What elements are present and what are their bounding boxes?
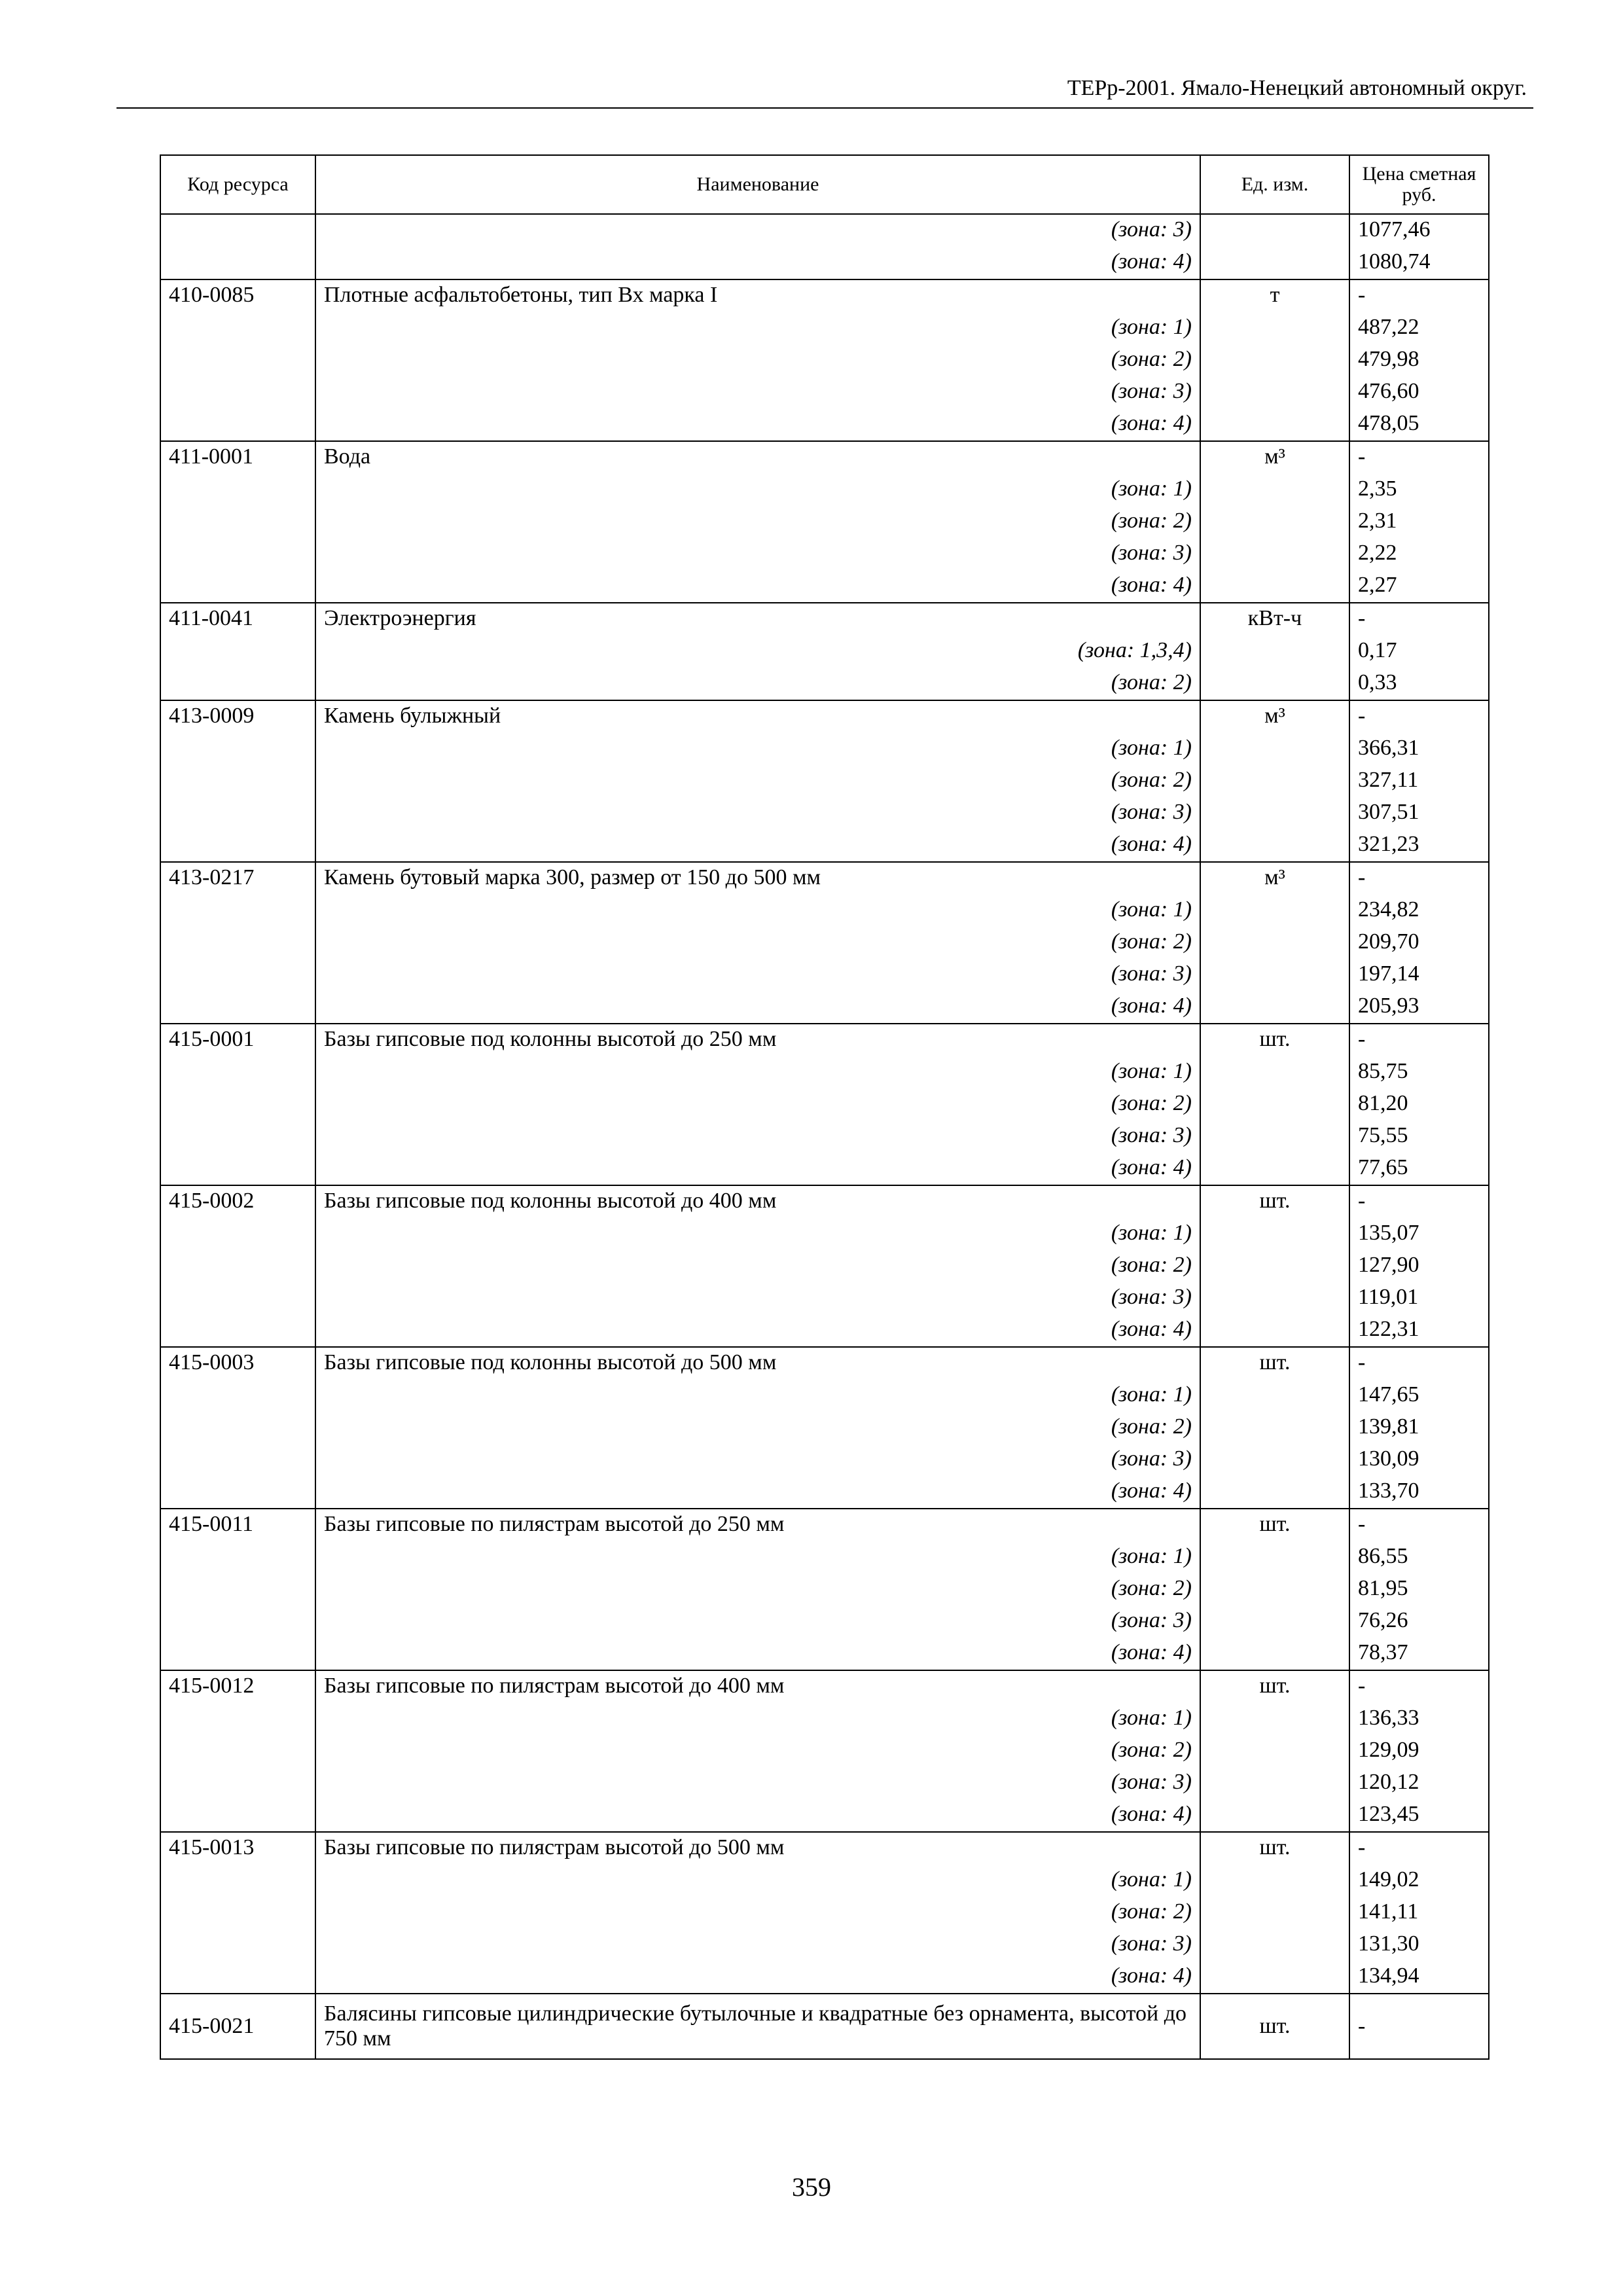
empty-cell bbox=[160, 927, 315, 959]
zone-label: (зона: 3) bbox=[315, 1767, 1200, 1799]
zone-label: (зона: 2) bbox=[315, 1412, 1200, 1444]
page-number: 359 bbox=[792, 2172, 831, 2202]
zone-price: 0,33 bbox=[1349, 668, 1489, 700]
empty-cell bbox=[160, 1314, 315, 1347]
zone-label: (зона: 1) bbox=[315, 312, 1200, 344]
zone-price: 85,75 bbox=[1349, 1056, 1489, 1088]
zone-label: (зона: 2) bbox=[315, 1735, 1200, 1767]
empty-cell bbox=[1200, 959, 1349, 991]
empty-cell bbox=[1200, 1121, 1349, 1153]
zone-price: 133,70 bbox=[1349, 1476, 1489, 1509]
zone-price: 476,60 bbox=[1349, 376, 1489, 408]
zone-price: 205,93 bbox=[1349, 991, 1489, 1024]
resource-unit: шт. bbox=[1200, 1024, 1349, 1056]
empty-cell bbox=[1200, 991, 1349, 1024]
zone-price: 131,30 bbox=[1349, 1929, 1489, 1961]
zone-row bbox=[160, 927, 1489, 959]
empty-cell bbox=[1200, 408, 1349, 441]
empty-cell bbox=[160, 344, 315, 376]
zone-price: 123,45 bbox=[1349, 1799, 1489, 1832]
empty-cell bbox=[160, 312, 315, 344]
zone-label: (зона: 2) bbox=[315, 1088, 1200, 1121]
zone-label: (зона: 1) bbox=[315, 1056, 1200, 1088]
empty-cell bbox=[1200, 1153, 1349, 1185]
empty-cell bbox=[160, 1153, 315, 1185]
zone-label: (зона: 2) bbox=[315, 668, 1200, 700]
resource-name: Базы гипсовые под колонны высотой до 250 мм bbox=[315, 1024, 1200, 1056]
zone-price: 119,01 bbox=[1349, 1282, 1489, 1314]
table-row bbox=[160, 1509, 1489, 1541]
empty-cell bbox=[160, 1282, 315, 1314]
empty-cell bbox=[160, 1056, 315, 1088]
resource-unit: м³ bbox=[1200, 862, 1349, 895]
empty-cell bbox=[1200, 1799, 1349, 1832]
resource-unit: шт. bbox=[1200, 1832, 1349, 1865]
resource-name: Вода bbox=[315, 441, 1200, 474]
zone-price: 78,37 bbox=[1349, 1638, 1489, 1670]
resource-unit: шт. bbox=[1200, 1994, 1349, 2059]
zone-price: 234,82 bbox=[1349, 895, 1489, 927]
empty-cell bbox=[1200, 1218, 1349, 1250]
empty-cell bbox=[1200, 1767, 1349, 1799]
zone-label: (зона: 4) bbox=[315, 829, 1200, 862]
zone-price: 130,09 bbox=[1349, 1444, 1489, 1476]
zone-price: 2,27 bbox=[1349, 570, 1489, 603]
resource-price: - bbox=[1349, 1670, 1489, 1703]
zone-row bbox=[160, 895, 1489, 927]
zone-label: (зона: 4) bbox=[315, 1961, 1200, 1994]
zone-price: 209,70 bbox=[1349, 927, 1489, 959]
zone-row bbox=[160, 1897, 1489, 1929]
zone-row bbox=[160, 1476, 1489, 1509]
zone-price: 147,65 bbox=[1349, 1380, 1489, 1412]
table-row bbox=[160, 603, 1489, 636]
table-row bbox=[160, 1994, 1489, 2059]
resource-name: Базы гипсовые под колонны высотой до 400 мм bbox=[315, 1185, 1200, 1218]
resource-price: - bbox=[1349, 1994, 1489, 2059]
zone-price: 2,35 bbox=[1349, 474, 1489, 506]
zone-price: 366,31 bbox=[1349, 733, 1489, 765]
empty-cell bbox=[160, 1573, 315, 1605]
zone-price: 76,26 bbox=[1349, 1605, 1489, 1638]
zone-row bbox=[160, 1961, 1489, 1994]
zone-label: (зона: 4) bbox=[315, 1153, 1200, 1185]
zone-price: 129,09 bbox=[1349, 1735, 1489, 1767]
table-row bbox=[160, 1024, 1489, 1056]
empty-cell bbox=[1200, 1444, 1349, 1476]
zone-row bbox=[160, 1929, 1489, 1961]
zone-row bbox=[160, 636, 1489, 668]
empty-cell bbox=[160, 247, 315, 279]
empty-cell bbox=[160, 1605, 315, 1638]
zone-label: (зона: 4) bbox=[315, 570, 1200, 603]
empty-cell bbox=[1200, 570, 1349, 603]
zone-price: 77,65 bbox=[1349, 1153, 1489, 1185]
zone-label: (зона: 3) bbox=[315, 376, 1200, 408]
table-body bbox=[160, 214, 1489, 2059]
empty-cell bbox=[160, 1865, 315, 1897]
zone-row bbox=[160, 1282, 1489, 1314]
zone-label: (зона: 4) bbox=[315, 1638, 1200, 1670]
empty-cell bbox=[1200, 1865, 1349, 1897]
empty-cell bbox=[160, 570, 315, 603]
zone-label: (зона: 2) bbox=[315, 765, 1200, 797]
zone-label: (зона: 2) bbox=[315, 1573, 1200, 1605]
resource-price: - bbox=[1349, 441, 1489, 474]
empty-cell bbox=[160, 668, 315, 700]
empty-cell bbox=[1200, 1380, 1349, 1412]
zone-row bbox=[160, 1605, 1489, 1638]
zone-label: (зона: 2) bbox=[315, 927, 1200, 959]
empty-cell bbox=[160, 991, 315, 1024]
empty-cell bbox=[160, 1476, 315, 1509]
zone-row bbox=[160, 1638, 1489, 1670]
zone-price: 479,98 bbox=[1349, 344, 1489, 376]
table-row bbox=[160, 862, 1489, 895]
zone-row bbox=[160, 1380, 1489, 1412]
zone-label: (зона: 1) bbox=[315, 1865, 1200, 1897]
resource-name: Балясины гипсовые цилиндрические бутылочные и квадратные без орнамента, высотой до 750 мм bbox=[315, 1994, 1200, 2059]
empty-cell bbox=[160, 376, 315, 408]
resource-name: Базы гипсовые по пилястрам высотой до 250 мм bbox=[315, 1509, 1200, 1541]
zone-row bbox=[160, 1767, 1489, 1799]
empty-cell bbox=[1200, 797, 1349, 829]
resource-price: - bbox=[1349, 862, 1489, 895]
empty-cell bbox=[1200, 1638, 1349, 1670]
zone-label: (зона: 1) bbox=[315, 1218, 1200, 1250]
resource-price: - bbox=[1349, 279, 1489, 312]
zone-row bbox=[160, 1056, 1489, 1088]
resource-code: 411-0001 bbox=[160, 441, 315, 474]
resource-name: Камень булыжный bbox=[315, 700, 1200, 733]
empty-cell bbox=[1200, 829, 1349, 862]
empty-cell bbox=[1200, 765, 1349, 797]
resource-name: Камень бутовый марка 300, размер от 150 до 500 мм bbox=[315, 862, 1200, 895]
table-row bbox=[160, 1832, 1489, 1865]
zone-row bbox=[160, 214, 1489, 247]
zone-row bbox=[160, 570, 1489, 603]
zone-row bbox=[160, 1703, 1489, 1735]
empty-cell bbox=[160, 1929, 315, 1961]
zone-price: 120,12 bbox=[1349, 1767, 1489, 1799]
zone-label: (зона: 3) bbox=[315, 1282, 1200, 1314]
empty-cell bbox=[1200, 1282, 1349, 1314]
empty-cell bbox=[160, 474, 315, 506]
zone-label: (зона: 1) bbox=[315, 1703, 1200, 1735]
zone-row bbox=[160, 1541, 1489, 1573]
zone-label: (зона: 4) bbox=[315, 991, 1200, 1024]
resource-name: Базы гипсовые под колонны высотой до 500 мм bbox=[315, 1347, 1200, 1380]
resource-unit: м³ bbox=[1200, 700, 1349, 733]
empty-cell bbox=[160, 765, 315, 797]
zone-row bbox=[160, 247, 1489, 279]
zone-price: 327,11 bbox=[1349, 765, 1489, 797]
empty-cell bbox=[160, 214, 315, 247]
zone-price: 134,94 bbox=[1349, 1961, 1489, 1994]
resource-code: 415-0002 bbox=[160, 1185, 315, 1218]
empty-cell bbox=[160, 1767, 315, 1799]
empty-cell bbox=[1200, 1605, 1349, 1638]
column-header-unit: Ед. изм. bbox=[1200, 155, 1349, 214]
empty-cell bbox=[1200, 895, 1349, 927]
zone-label: (зона: 1,3,4) bbox=[315, 636, 1200, 668]
empty-cell bbox=[1200, 1056, 1349, 1088]
empty-cell bbox=[160, 1897, 315, 1929]
zone-label: (зона: 1) bbox=[315, 1541, 1200, 1573]
zone-price: 141,11 bbox=[1349, 1897, 1489, 1929]
empty-cell bbox=[160, 1799, 315, 1832]
zone-row bbox=[160, 829, 1489, 862]
zone-label: (зона: 3) bbox=[315, 1444, 1200, 1476]
resource-price: - bbox=[1349, 700, 1489, 733]
empty-cell bbox=[160, 408, 315, 441]
zone-price: 149,02 bbox=[1349, 1865, 1489, 1897]
empty-cell bbox=[1200, 538, 1349, 570]
resource-unit: м³ bbox=[1200, 441, 1349, 474]
zone-price: 75,55 bbox=[1349, 1121, 1489, 1153]
empty-cell bbox=[160, 1703, 315, 1735]
zone-row bbox=[160, 668, 1489, 700]
zone-row bbox=[160, 1799, 1489, 1832]
empty-cell bbox=[1200, 1476, 1349, 1509]
zone-row bbox=[160, 1314, 1489, 1347]
zone-label: (зона: 3) bbox=[315, 1605, 1200, 1638]
zone-price: 139,81 bbox=[1349, 1412, 1489, 1444]
resource-code: 413-0009 bbox=[160, 700, 315, 733]
empty-cell bbox=[1200, 1314, 1349, 1347]
zone-price: 307,51 bbox=[1349, 797, 1489, 829]
empty-cell bbox=[160, 538, 315, 570]
empty-cell bbox=[1200, 344, 1349, 376]
zone-label: (зона: 4) bbox=[315, 1314, 1200, 1347]
zone-label: (зона: 4) bbox=[315, 1476, 1200, 1509]
table-row bbox=[160, 1670, 1489, 1703]
table-row bbox=[160, 1347, 1489, 1380]
empty-cell bbox=[160, 1250, 315, 1282]
resource-price: - bbox=[1349, 603, 1489, 636]
column-header-code: Код ресурса bbox=[160, 155, 315, 214]
empty-cell bbox=[1200, 1573, 1349, 1605]
zone-price: 2,31 bbox=[1349, 506, 1489, 538]
zone-row bbox=[160, 474, 1489, 506]
resource-code: 415-0003 bbox=[160, 1347, 315, 1380]
zone-row bbox=[160, 797, 1489, 829]
empty-cell bbox=[1200, 214, 1349, 247]
resource-unit: шт. bbox=[1200, 1670, 1349, 1703]
zone-row bbox=[160, 991, 1489, 1024]
resource-code: 415-0012 bbox=[160, 1670, 315, 1703]
zone-price: 1080,74 bbox=[1349, 247, 1489, 279]
zone-label: (зона: 3) bbox=[315, 1121, 1200, 1153]
zone-price: 197,14 bbox=[1349, 959, 1489, 991]
empty-cell bbox=[160, 895, 315, 927]
resource-name: Электроэнергия bbox=[315, 603, 1200, 636]
resource-unit: кВт-ч bbox=[1200, 603, 1349, 636]
resource-unit: шт. bbox=[1200, 1185, 1349, 1218]
empty-cell bbox=[160, 1088, 315, 1121]
zone-price: 136,33 bbox=[1349, 1703, 1489, 1735]
empty-cell bbox=[160, 1444, 315, 1476]
zone-row bbox=[160, 376, 1489, 408]
zone-row bbox=[160, 408, 1489, 441]
zone-price: 478,05 bbox=[1349, 408, 1489, 441]
zone-price: 2,22 bbox=[1349, 538, 1489, 570]
empty-cell bbox=[160, 1638, 315, 1670]
empty-cell bbox=[160, 829, 315, 862]
zone-price: 122,31 bbox=[1349, 1314, 1489, 1347]
resource-name: Базы гипсовые по пилястрам высотой до 500 мм bbox=[315, 1832, 1200, 1865]
table-row bbox=[160, 279, 1489, 312]
zone-label: (зона: 2) bbox=[315, 1897, 1200, 1929]
zone-label: (зона: 3) bbox=[315, 214, 1200, 247]
empty-cell bbox=[1200, 1961, 1349, 1994]
zone-label: (зона: 3) bbox=[315, 538, 1200, 570]
page-header bbox=[116, 73, 1533, 109]
resource-price: - bbox=[1349, 1347, 1489, 1380]
empty-cell bbox=[1200, 668, 1349, 700]
zone-row bbox=[160, 312, 1489, 344]
empty-cell bbox=[1200, 474, 1349, 506]
column-header-name: Наименование bbox=[315, 155, 1200, 214]
empty-cell bbox=[1200, 927, 1349, 959]
empty-cell bbox=[160, 1380, 315, 1412]
empty-cell bbox=[160, 1541, 315, 1573]
empty-cell bbox=[1200, 636, 1349, 668]
zone-row bbox=[160, 1865, 1489, 1897]
empty-cell bbox=[1200, 1250, 1349, 1282]
zone-label: (зона: 1) bbox=[315, 895, 1200, 927]
resource-price: - bbox=[1349, 1509, 1489, 1541]
zone-price: 0,17 bbox=[1349, 636, 1489, 668]
zone-label: (зона: 2) bbox=[315, 506, 1200, 538]
zone-row bbox=[160, 959, 1489, 991]
zone-row bbox=[160, 1153, 1489, 1185]
empty-cell bbox=[1200, 506, 1349, 538]
zone-price: 81,20 bbox=[1349, 1088, 1489, 1121]
zone-label: (зона: 1) bbox=[315, 733, 1200, 765]
zone-price: 321,23 bbox=[1349, 829, 1489, 862]
zone-price: 127,90 bbox=[1349, 1250, 1489, 1282]
document-title: ТЕРр-2001. Ямало-Ненецкий автономный округ. bbox=[1067, 76, 1527, 100]
resource-price: - bbox=[1349, 1832, 1489, 1865]
zone-price: 86,55 bbox=[1349, 1541, 1489, 1573]
empty-cell bbox=[160, 1961, 315, 1994]
empty-cell bbox=[1200, 1703, 1349, 1735]
zone-row bbox=[160, 1088, 1489, 1121]
table-row bbox=[160, 1185, 1489, 1218]
zone-label: (зона: 2) bbox=[315, 344, 1200, 376]
resource-name: Базы гипсовые по пилястрам высотой до 400 мм bbox=[315, 1670, 1200, 1703]
table-row bbox=[160, 700, 1489, 733]
zone-label: (зона: 1) bbox=[315, 1380, 1200, 1412]
resource-price: - bbox=[1349, 1185, 1489, 1218]
zone-row bbox=[160, 1573, 1489, 1605]
resource-code: 415-0001 bbox=[160, 1024, 315, 1056]
empty-cell bbox=[1200, 1735, 1349, 1767]
zone-row bbox=[160, 1412, 1489, 1444]
empty-cell bbox=[160, 636, 315, 668]
zone-price: 135,07 bbox=[1349, 1218, 1489, 1250]
empty-cell bbox=[1200, 1897, 1349, 1929]
empty-cell bbox=[160, 1412, 315, 1444]
resource-code: 415-0021 bbox=[160, 1994, 315, 2059]
empty-cell bbox=[1200, 733, 1349, 765]
zone-row bbox=[160, 765, 1489, 797]
zone-label: (зона: 3) bbox=[315, 797, 1200, 829]
zone-price: 1077,46 bbox=[1349, 214, 1489, 247]
zone-label: (зона: 1) bbox=[315, 474, 1200, 506]
zone-price: 81,95 bbox=[1349, 1573, 1489, 1605]
resource-unit: шт. bbox=[1200, 1509, 1349, 1541]
table-row bbox=[160, 441, 1489, 474]
resource-code: 415-0013 bbox=[160, 1832, 315, 1865]
zone-label: (зона: 2) bbox=[315, 1250, 1200, 1282]
zone-row bbox=[160, 1250, 1489, 1282]
zone-label: (зона: 3) bbox=[315, 1929, 1200, 1961]
resource-price: - bbox=[1349, 1024, 1489, 1056]
resource-code: 413-0217 bbox=[160, 862, 315, 895]
empty-cell bbox=[1200, 376, 1349, 408]
resource-code: 410-0085 bbox=[160, 279, 315, 312]
zone-row bbox=[160, 1218, 1489, 1250]
empty-cell bbox=[1200, 1412, 1349, 1444]
zone-row bbox=[160, 1444, 1489, 1476]
empty-cell bbox=[160, 1218, 315, 1250]
empty-cell bbox=[1200, 312, 1349, 344]
resource-unit: шт. bbox=[1200, 1347, 1349, 1380]
zone-row bbox=[160, 344, 1489, 376]
resource-code: 415-0011 bbox=[160, 1509, 315, 1541]
empty-cell bbox=[160, 733, 315, 765]
empty-cell bbox=[160, 1735, 315, 1767]
empty-cell bbox=[1200, 247, 1349, 279]
empty-cell bbox=[160, 797, 315, 829]
resource-unit: т bbox=[1200, 279, 1349, 312]
empty-cell bbox=[160, 959, 315, 991]
zone-row bbox=[160, 1735, 1489, 1767]
zone-row bbox=[160, 506, 1489, 538]
zone-row bbox=[160, 733, 1489, 765]
table-header-row bbox=[160, 155, 1489, 214]
zone-row bbox=[160, 1121, 1489, 1153]
zone-label: (зона: 4) bbox=[315, 408, 1200, 441]
zone-price: 487,22 bbox=[1349, 312, 1489, 344]
resource-price-table bbox=[160, 154, 1489, 2060]
zone-label: (зона: 3) bbox=[315, 959, 1200, 991]
resource-name: Плотные асфальтобетоны, тип Вх марка I bbox=[315, 279, 1200, 312]
empty-cell bbox=[1200, 1541, 1349, 1573]
zone-row bbox=[160, 538, 1489, 570]
column-header-price: Цена сметная руб. bbox=[1349, 155, 1489, 214]
zone-label: (зона: 4) bbox=[315, 247, 1200, 279]
empty-cell bbox=[1200, 1088, 1349, 1121]
zone-label: (зона: 4) bbox=[315, 1799, 1200, 1832]
empty-cell bbox=[160, 506, 315, 538]
resource-code: 411-0041 bbox=[160, 603, 315, 636]
empty-cell bbox=[1200, 1929, 1349, 1961]
empty-cell bbox=[160, 1121, 315, 1153]
